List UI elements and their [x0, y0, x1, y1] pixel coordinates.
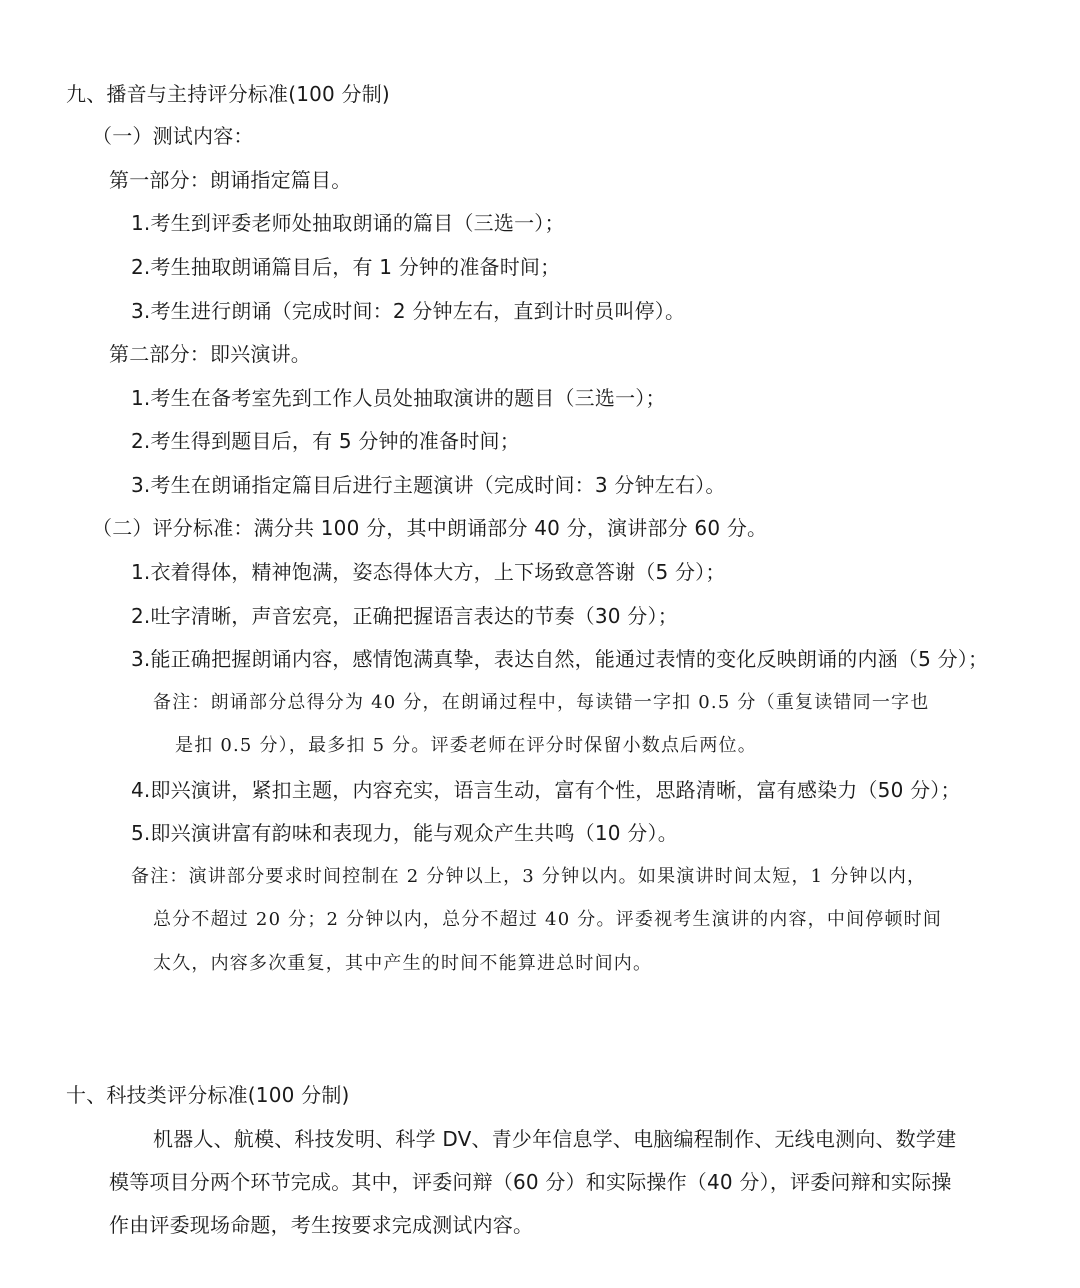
section9-part1-heading: （一）测试内容：	[92, 124, 254, 148]
criteria-item-2: 2.吐字清晰，声音宏亮，正确把握语言表达的节奏（30 分）；	[131, 604, 678, 628]
note2-line-1: 备注：演讲部分要求时间控制在 2 分钟以上，3 分钟以内。如果演讲时间太短，1 分钟以内，	[131, 866, 927, 887]
criteria-item-5: 5.即兴演讲富有韵味和表现力，能与观众产生共鸣（10 分）。	[131, 821, 678, 845]
sub1-item-2: 2.考生抽取朗诵篇目后，有 1 分钟的准备时间；	[131, 255, 561, 279]
sub2-item-1: 1.考生在备考室先到工作人员处抽取演讲的题目（三选一）；	[131, 386, 666, 410]
sub1-item-1: 1.考生到评委老师处抽取朗诵的篇目（三选一）；	[131, 211, 565, 235]
section10-paragraph-line-1: 机器人、航模、科技发明、科学 DV、青少年信息学、电脑编程制作、无线电测向、数学建	[153, 1127, 957, 1151]
criteria-item-3: 3.能正确把握朗诵内容，感情饱满真挚，表达自然，能通过表情的变化反映朗诵的内涵（5 分）；	[131, 647, 989, 671]
section9-sub2-title: 第二部分：即兴演讲。	[109, 342, 311, 366]
note1-line-2: 是扣 0.5 分），最多扣 5 分。评委老师在评分时保留小数点后两位。	[175, 735, 757, 756]
section9-heading: 九、播音与主持评分标准(100 分制)	[66, 82, 390, 106]
note2-line-2: 总分不超过 20 分；2 分钟以内，总分不超过 40 分。评委视考生演讲的内容，中间停顿时间	[153, 909, 943, 930]
criteria-item-1: 1.衣着得体，精神饱满，姿态得体大方，上下场致意答谢（5 分）；	[131, 560, 726, 584]
sub2-item-3: 3.考生在朗诵指定篇目后进行主题演讲（完成时间：3 分钟左右）。	[131, 473, 726, 497]
criteria-item-4: 4.即兴演讲，紧扣主题，内容充实，语言生动，富有个性，思路清晰，富有感染力（50 分）；	[131, 778, 961, 802]
note2-line-3: 太久，内容多次重复，其中产生的时间不能算进总时间内。	[153, 953, 653, 974]
section10-heading: 十、科技类评分标准(100 分制)	[66, 1083, 350, 1107]
note1-line-1: 备注：朗诵部分总得分为 40 分，在朗诵过程中，每读错一字扣 0.5 分（重复读错同一字也	[153, 692, 930, 713]
sub1-item-3: 3.考生进行朗诵（完成时间：2 分钟左右，直到计时员叫停）。	[131, 299, 686, 323]
section10-paragraph-line-3: 作由评委现场命题，考生按要求完成测试内容。	[109, 1213, 534, 1237]
section9-part2-heading: （二）评分标准：满分共 100 分，其中朗诵部分 40 分，演讲部分 60 分。	[92, 516, 768, 540]
section10-paragraph-line-2: 模等项目分两个环节完成。其中，评委问辩（60 分）和实际操作（40 分），评委问辩和实际操	[109, 1170, 952, 1194]
sub2-item-2: 2.考生得到题目后，有 5 分钟的准备时间；	[131, 429, 520, 453]
section9-sub1-title: 第一部分：朗诵指定篇目。	[109, 168, 352, 192]
